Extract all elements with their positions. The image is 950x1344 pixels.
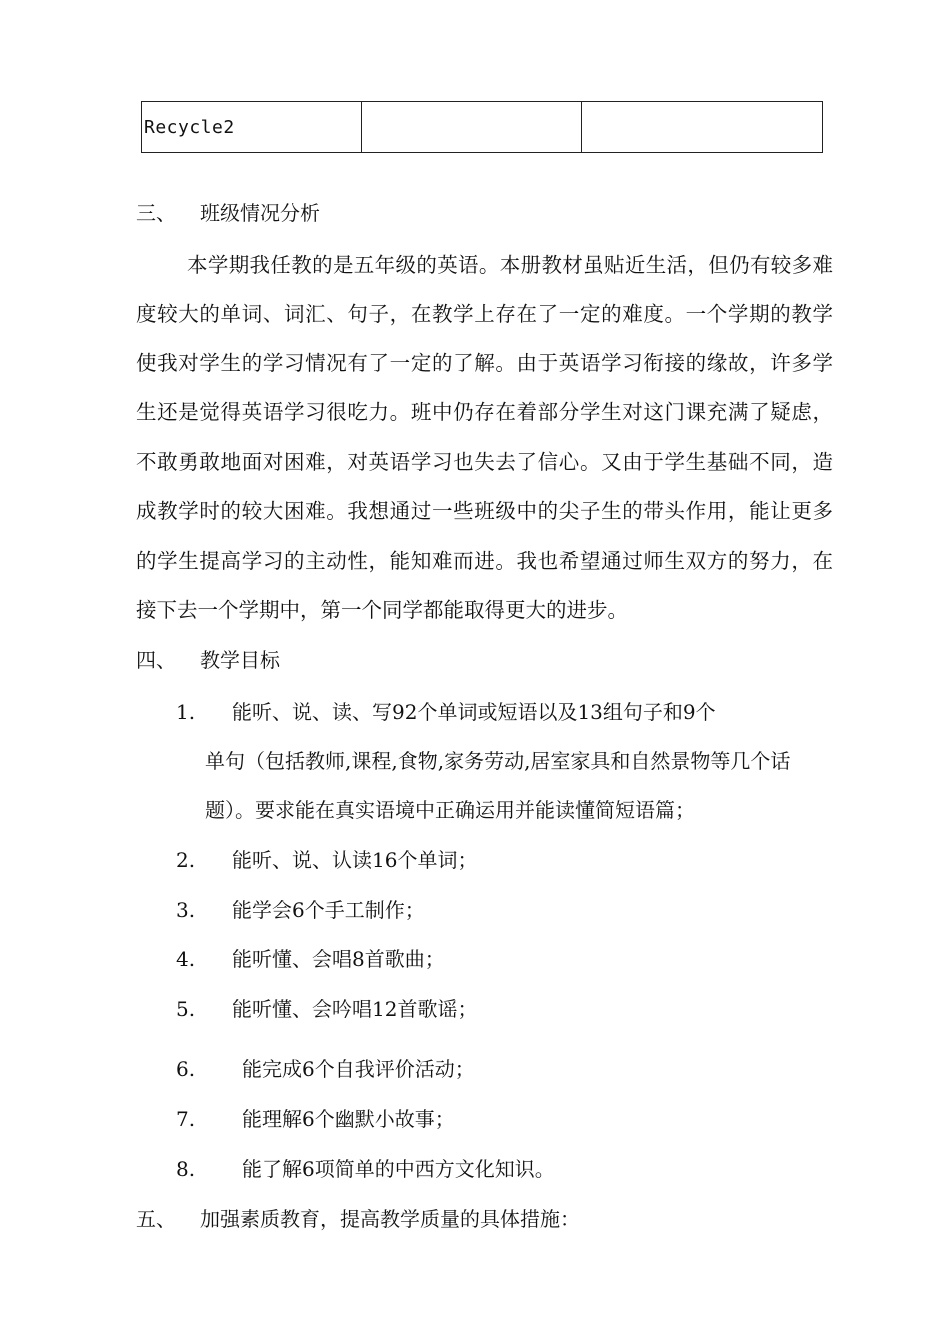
- paragraph-line: 成教学时的较大困难。我想通过一些班级中的尖子生的带头作用，能让更多: [136, 499, 833, 523]
- goal-text: 能听、说、认读16个单词；: [232, 848, 478, 872]
- paragraph-line: 生还是觉得英语学习很吃力。班中仍存在着部分学生对这门课充满了疑虑，: [136, 400, 833, 424]
- section-title: 班级情况分析: [200, 201, 320, 225]
- goal-number: 6.: [176, 1057, 196, 1081]
- section-title: 教学目标: [200, 648, 280, 672]
- goal-number: 1.: [176, 700, 196, 724]
- paragraph-line: 使我对学生的学习情况有了一定的了解。由于英语学习衔接的缘故，许多学: [136, 351, 833, 375]
- paragraph-line: 不敢勇敢地面对困难，对英语学习也失去了信心。又由于学生基础不同，造: [136, 450, 833, 474]
- goal-number: 5.: [176, 997, 196, 1021]
- goal-text: 能听、说、读、写92个单词或短语以及13组句子和9个: [232, 700, 716, 724]
- goal-text: 能听懂、会唱8首歌曲；: [232, 947, 445, 971]
- goal-number: 2.: [176, 848, 196, 872]
- goal-text: 能理解6个幽默小故事；: [242, 1107, 455, 1131]
- section-number: 四、: [136, 648, 176, 672]
- goal-text: 单句（包括教师,课程,食物,家务劳动,居室家具和自然景物等几个话: [205, 749, 791, 773]
- paragraph-line: 度较大的单词、词汇、句子，在教学上存在了一定的难度。一个学期的教学: [136, 302, 833, 326]
- goal-number: 7.: [176, 1107, 196, 1131]
- goal-number: 3.: [176, 898, 196, 922]
- unit-label: Recycle2: [144, 116, 235, 138]
- lesson-table: [141, 101, 823, 153]
- goal-number: 4.: [176, 947, 196, 971]
- goal-text: 能了解6项简单的中西方文化知识。: [242, 1157, 555, 1181]
- goal-text: 题）。要求能在真实语境中正确运用并能读懂简短语篇；: [205, 798, 695, 822]
- paragraph-line: 本学期我任教的是五年级的英语。本册教材虽贴近生活，但仍有较多难: [187, 253, 833, 277]
- table-cell: [142, 102, 362, 152]
- paragraph-line: 接下去一个学期中，第一个同学都能取得更大的进步。: [136, 598, 628, 622]
- table-cell: [362, 102, 582, 152]
- goal-text: 能完成6个自我评价活动；: [242, 1057, 475, 1081]
- paragraph-line: 的学生提高学习的主动性，能知难而进。我也希望通过师生双方的努力，在: [136, 549, 833, 573]
- goal-text: 能听懂、会吟唱12首歌谣；: [232, 997, 478, 1021]
- section-title: 加强素质教育，提高教学质量的具体措施：: [200, 1207, 580, 1231]
- section-number: 三、: [136, 201, 176, 225]
- section-number: 五、: [136, 1207, 176, 1231]
- table-cell: [582, 102, 822, 152]
- goal-number: 8.: [176, 1157, 196, 1181]
- goal-text: 能学会6个手工制作；: [232, 898, 425, 922]
